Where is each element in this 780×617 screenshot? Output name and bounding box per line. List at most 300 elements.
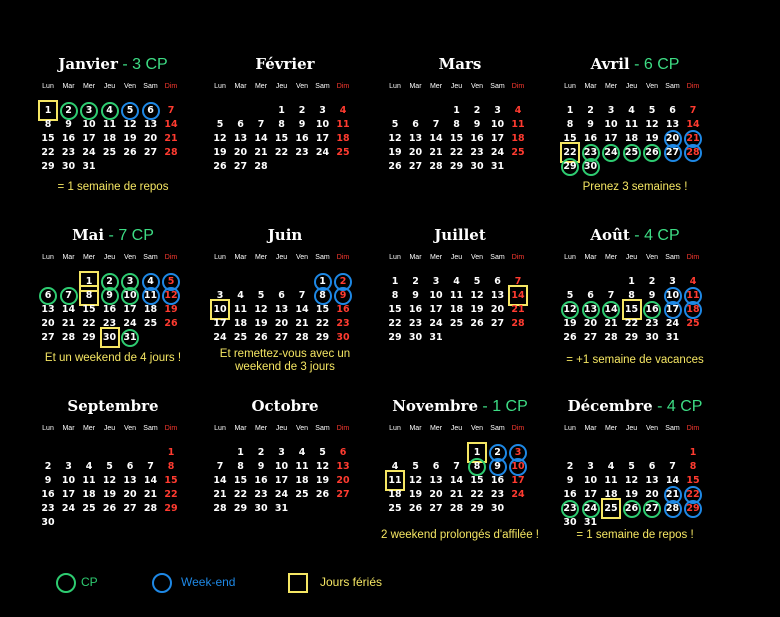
weekday-header: Ven	[470, 83, 484, 90]
calendar-day: 2	[473, 105, 481, 116]
calendar-day: 12	[164, 290, 178, 301]
month-name: Décembre	[567, 397, 653, 415]
month-caption: = 1 semaine de repos !	[576, 529, 694, 541]
weekday-header: Sam	[143, 254, 158, 261]
calendar-day: 29	[388, 332, 402, 343]
calendar-day: 30	[41, 517, 55, 528]
weekday-header: Jeu	[450, 254, 463, 261]
calendar-day: 19	[470, 304, 484, 315]
weekday-header: Lun	[389, 425, 401, 432]
calendar-day: 21	[213, 489, 227, 500]
calendar-day: 21	[686, 133, 700, 144]
weekday-header: Mer	[254, 83, 268, 90]
calendar-day: 26	[254, 332, 268, 343]
calendar-day: 15	[82, 304, 96, 315]
calendar-day: 2	[587, 105, 594, 116]
calendar-day: 3	[494, 105, 501, 116]
weekday-header: Mer	[82, 425, 96, 432]
calendar-day: 30	[490, 503, 505, 514]
weekday-header: Mar	[62, 83, 75, 90]
weekday-header: Dim	[164, 254, 178, 261]
weekday-header: Ven	[295, 254, 309, 261]
calendar-day: 23	[102, 318, 117, 329]
calendar-day: 31	[82, 161, 96, 172]
calendar-day: 6	[587, 290, 594, 301]
calendar-day: 4	[689, 276, 697, 287]
calendar-day: 11	[295, 461, 309, 472]
calendar-day: 13	[143, 119, 158, 130]
calendar-day: 3	[607, 105, 615, 116]
calendar-day: 3	[65, 461, 72, 472]
calendar-day: 7	[257, 119, 265, 130]
calendar-day: 1	[319, 276, 326, 287]
calendar-day: 13	[665, 119, 680, 130]
calendar-day: 15	[315, 304, 330, 315]
calendar-day: 30	[408, 332, 423, 343]
weekday-header: Mar	[62, 254, 75, 261]
calendar-day: 13	[490, 290, 505, 301]
calendar-day: 9	[257, 461, 265, 472]
weekday-header: Ven	[645, 83, 659, 90]
calendar-day: 10	[604, 119, 618, 130]
month-name: Novembre	[392, 397, 478, 415]
calendar-day: 7	[147, 461, 154, 472]
weekday-header: Jeu	[103, 254, 116, 261]
weekday-header: Ven	[645, 425, 659, 432]
calendar-day: 1	[689, 447, 697, 458]
month-name: Mars	[438, 55, 482, 73]
calendar-day: 23	[563, 503, 577, 514]
calendar-day: 11	[233, 304, 248, 315]
calendar-day: 10	[274, 461, 289, 472]
calendar-day: 29	[563, 161, 577, 172]
calendar-day: 17	[583, 489, 598, 500]
calendar-day: 13	[274, 304, 289, 315]
calendar-day: 9	[65, 119, 72, 130]
calendar-day: 17	[511, 475, 525, 486]
calendar-day: 23	[583, 147, 598, 158]
calendar-day: 12	[563, 304, 577, 315]
weekday-header: Mar	[234, 254, 247, 261]
calendar-day: 19	[102, 489, 117, 500]
calendar-day: 3	[432, 276, 440, 287]
calendar-day: 7	[167, 105, 175, 116]
calendar-day: 18	[511, 133, 525, 144]
calendar-day: 2	[494, 447, 501, 458]
calendar-day: 18	[604, 489, 618, 500]
month-name: Janvier	[58, 55, 118, 73]
calendar-day: 4	[514, 105, 522, 116]
month-title	[38, 55, 188, 74]
calendar-day: 27	[41, 332, 55, 343]
calendar-day: 17	[665, 304, 680, 315]
month-février	[210, 55, 360, 223]
weekday-header: Mar	[234, 425, 247, 432]
calendar-day: 29	[686, 503, 700, 514]
calendar-day: 26	[102, 503, 117, 514]
calendar-day: 15	[41, 133, 55, 144]
calendar-day: 17	[61, 489, 76, 500]
month-juin	[210, 226, 360, 394]
month-août	[560, 226, 710, 394]
calendar-day: 5	[257, 290, 265, 301]
weekday-header: Jeu	[450, 83, 463, 90]
calendar-day: 5	[319, 447, 326, 458]
calendar-day: 12	[624, 475, 639, 486]
calendar-day: 4	[453, 276, 460, 287]
calendar-day: 28	[61, 332, 76, 343]
calendar-day: 22	[686, 489, 700, 500]
calendar-day: 24	[123, 318, 137, 329]
calendar-day: 13	[429, 475, 443, 486]
calendar-day: 19	[388, 147, 402, 158]
weekday-header: Sam	[490, 254, 505, 261]
calendar-day: 14	[254, 133, 268, 144]
calendar-day: 9	[648, 290, 656, 301]
weekday-header: Jeu	[275, 425, 288, 432]
month-name: Juin	[267, 226, 303, 244]
weekday-header: Mer	[604, 254, 618, 261]
calendar-day: 5	[126, 105, 134, 116]
weekday-header: Ven	[123, 425, 137, 432]
calendar-day: 31	[274, 503, 289, 514]
weekday-header: Sam	[143, 425, 158, 432]
calendar-day: 15	[563, 133, 577, 144]
weekday-header: Sam	[665, 425, 680, 432]
calendar-day: 8	[85, 290, 93, 301]
weekday-header: Mar	[62, 425, 75, 432]
calendar-day: 8	[167, 461, 175, 472]
calendar-day: 4	[106, 105, 113, 116]
calendar-day: 23	[408, 318, 423, 329]
calendar-day: 3	[216, 290, 224, 301]
calendar-day: 17	[123, 304, 137, 315]
calendar-day: 3	[126, 276, 134, 287]
calendar-day: 14	[665, 475, 680, 486]
month-name: Juillet	[434, 226, 486, 244]
calendar-day: 19	[213, 147, 227, 158]
month-title	[38, 397, 188, 415]
calendar-day: 19	[624, 489, 639, 500]
calendar-day: 12	[254, 304, 268, 315]
calendar-day: 24	[583, 503, 598, 514]
calendar-day: 21	[449, 489, 464, 500]
calendar-day: 30	[583, 161, 598, 172]
calendar-day: 5	[473, 276, 481, 287]
weekday-header: Ven	[470, 254, 484, 261]
month-title	[210, 55, 360, 73]
calendar-day: 24	[82, 147, 96, 158]
calendar-day: 11	[686, 290, 700, 301]
calendar-day: 30	[61, 161, 76, 172]
weekday-header: Dim	[336, 254, 350, 261]
calendar-day: 26	[563, 332, 577, 343]
month-novembre	[381, 397, 539, 565]
calendar-day: 22	[233, 489, 248, 500]
calendar-day: 29	[41, 161, 55, 172]
weekend-legend-circle-icon	[152, 573, 172, 593]
calendar-day: 4	[339, 105, 347, 116]
calendar-day: 14	[143, 475, 158, 486]
calendar-day: 16	[61, 133, 76, 144]
cp-legend-circle-icon	[56, 573, 76, 593]
weekday-header: Dim	[511, 425, 525, 432]
calendar-day: 7	[514, 276, 522, 287]
calendar-day: 6	[669, 105, 676, 116]
calendar-day: 29	[233, 503, 248, 514]
calendar-day: 18	[388, 489, 402, 500]
month-title	[210, 226, 360, 244]
calendar-day: 9	[106, 290, 113, 301]
weekday-header: Mar	[409, 425, 422, 432]
calendar-day: 5	[167, 276, 175, 287]
calendar-day: 25	[143, 318, 158, 329]
calendar-day: 29	[164, 503, 178, 514]
calendar-day: 31	[429, 332, 443, 343]
weekday-header: Jeu	[625, 254, 638, 261]
weekday-header: Jeu	[275, 83, 288, 90]
calendar-day: 1	[167, 447, 175, 458]
weekday-header: Lun	[214, 254, 226, 261]
calendar-day: 28	[295, 332, 309, 343]
calendar-day: 30	[563, 517, 577, 528]
calendar-day: 7	[298, 290, 306, 301]
calendar-day: 13	[41, 304, 55, 315]
month-name: Mai	[72, 226, 105, 244]
calendar-day: 16	[295, 133, 309, 144]
calendar-day: 24	[429, 318, 443, 329]
weekday-header: Ven	[123, 83, 137, 90]
month-title	[385, 226, 535, 244]
weekday-header: Jeu	[450, 425, 463, 432]
calendar-day: 10	[490, 119, 505, 130]
calendar-day: 6	[432, 461, 440, 472]
weekday-header: Lun	[389, 254, 401, 261]
month-caption: 2 weekend prolongés d'affilée !	[381, 529, 539, 541]
weekday-header: Mar	[584, 83, 597, 90]
calendar-day: 16	[563, 489, 577, 500]
weekday-header: Lun	[214, 83, 226, 90]
calendar-day: 31	[123, 332, 137, 343]
calendar-day: 23	[470, 147, 484, 158]
month-avril	[560, 55, 710, 223]
month-décembre	[560, 397, 710, 565]
weekday-header: Mer	[82, 254, 96, 261]
month-title	[560, 55, 710, 74]
calendar-day: 29	[624, 332, 639, 343]
calendar-day: 20	[336, 475, 350, 486]
calendar-day: 1	[473, 447, 481, 458]
month-title	[385, 397, 535, 416]
calendar-day: 28	[665, 503, 680, 514]
calendar-day: 29	[449, 161, 464, 172]
calendar-day: 11	[336, 119, 350, 130]
calendar-day: 16	[583, 133, 598, 144]
month-title	[38, 226, 188, 245]
month-title	[385, 55, 535, 73]
calendar-day: 10	[315, 119, 330, 130]
calendar-day: 1	[566, 105, 574, 116]
calendar-day: 18	[449, 304, 464, 315]
calendar-day: 24	[213, 332, 227, 343]
calendar-day: 17	[604, 133, 618, 144]
calendar-day: 22	[449, 147, 464, 158]
weekday-header: Lun	[214, 425, 226, 432]
calendar-day: 7	[65, 290, 72, 301]
calendar-day: 8	[473, 461, 481, 472]
calendar-day: 13	[645, 475, 659, 486]
calendar-day: 26	[388, 161, 402, 172]
weekday-header: Dim	[511, 83, 525, 90]
calendar-day: 25	[624, 147, 639, 158]
month-septembre	[38, 397, 188, 565]
weekday-header: Ven	[123, 254, 137, 261]
calendar-day: 27	[408, 161, 423, 172]
calendar-day: 5	[628, 461, 635, 472]
calendar-day: 26	[213, 161, 227, 172]
calendar-day: 2	[298, 105, 306, 116]
weekday-header: Mer	[604, 83, 618, 90]
calendar-day: 22	[82, 318, 96, 329]
calendar-day: 10	[213, 304, 227, 315]
month-janvier	[38, 55, 188, 223]
calendar-day: 22	[388, 318, 402, 329]
calendar-day: 19	[254, 318, 268, 329]
calendar-day: 21	[254, 147, 268, 158]
holiday-legend-square-icon	[288, 573, 308, 593]
legend	[56, 573, 396, 593]
calendar-day: 16	[41, 489, 55, 500]
calendar-day: 17	[315, 133, 330, 144]
weekday-header: Mar	[584, 425, 597, 432]
calendar-day: 21	[511, 304, 525, 315]
calendar-day: 24	[665, 318, 680, 329]
calendar-day: 24	[511, 489, 525, 500]
weekday-header: Sam	[490, 83, 505, 90]
calendar-day: 25	[82, 503, 96, 514]
calendar-day: 6	[147, 105, 154, 116]
calendar-day: 21	[429, 147, 443, 158]
calendar-day: 11	[604, 475, 618, 486]
calendar-day: 16	[645, 304, 659, 315]
calendar-day: 20	[429, 489, 443, 500]
calendar-day: 17	[213, 318, 227, 329]
calendar-day: 2	[339, 276, 347, 287]
calendar-day: 2	[65, 105, 72, 116]
calendar-day: 22	[470, 489, 484, 500]
weekday-header: Lun	[564, 83, 576, 90]
calendar-day: 1	[85, 276, 93, 287]
calendar-day: 12	[102, 475, 117, 486]
calendar-day: 28	[164, 147, 178, 158]
calendar-day: 28	[429, 161, 443, 172]
calendar-day: 26	[470, 318, 484, 329]
weekday-header: Lun	[42, 254, 54, 261]
calendar-day: 13	[408, 133, 423, 144]
calendar-day: 6	[648, 461, 656, 472]
month-cp-count: - 4 CP	[652, 398, 703, 415]
calendar-day: 28	[449, 503, 464, 514]
calendar-day: 4	[298, 447, 306, 458]
calendar-day: 28	[604, 332, 618, 343]
calendar-day: 19	[315, 475, 330, 486]
calendar-day: 16	[470, 133, 484, 144]
calendar-day: 14	[449, 475, 464, 486]
calendar-day: 20	[274, 318, 289, 329]
calendar-day: 4	[85, 461, 93, 472]
weekday-header: Lun	[564, 425, 576, 432]
calendar-day: 20	[143, 133, 158, 144]
calendar-day: 20	[665, 133, 680, 144]
weekday-header: Mer	[254, 425, 268, 432]
calendar-day: 23	[41, 503, 55, 514]
calendar-day: 18	[143, 304, 158, 315]
month-caption: = +1 semaine de vacances	[566, 354, 704, 366]
calendar-day: 10	[665, 290, 680, 301]
month-caption: Et remettez-vous avec un weekend de 3 jours	[219, 348, 351, 373]
calendar-day: 7	[669, 461, 676, 472]
calendar-day: 21	[604, 318, 618, 329]
calendar-day: 14	[295, 304, 309, 315]
calendar-day: 7	[607, 290, 615, 301]
calendar-day: 3	[85, 105, 93, 116]
calendar-day: 16	[336, 304, 350, 315]
weekday-header: Jeu	[103, 425, 116, 432]
calendar-day: 30	[645, 332, 659, 343]
calendar-day: 15	[274, 133, 289, 144]
weekday-header: Mar	[584, 254, 597, 261]
calendar-day: 20	[645, 489, 659, 500]
month-title	[560, 226, 710, 245]
calendar-day: 1	[44, 105, 52, 116]
calendar-day: 28	[143, 503, 158, 514]
calendar-day: 1	[391, 276, 399, 287]
weekday-header: Dim	[336, 83, 350, 90]
calendar-day: 25	[511, 147, 525, 158]
calendar-day: 6	[412, 119, 419, 130]
calendar-day: 16	[490, 475, 505, 486]
calendar-day: 27	[274, 332, 289, 343]
calendar-day: 10	[123, 290, 137, 301]
calendar-day: 3	[669, 276, 676, 287]
calendar-day: 17	[274, 475, 289, 486]
calendar-day: 25	[233, 332, 248, 343]
weekday-header: Mer	[429, 83, 443, 90]
calendar-day: 19	[645, 133, 659, 144]
weekday-header: Ven	[470, 425, 484, 432]
calendar-day: 6	[237, 119, 244, 130]
calendar-day: 18	[233, 318, 248, 329]
calendar-day: 23	[645, 318, 659, 329]
calendar-day: 18	[624, 133, 639, 144]
calendar-day: 26	[164, 318, 178, 329]
weekday-header: Jeu	[625, 425, 638, 432]
calendar-day: 14	[686, 119, 700, 130]
calendar-day: 4	[391, 461, 399, 472]
calendar-day: 5	[391, 119, 399, 130]
calendar-day: 19	[123, 133, 137, 144]
legend-holiday-label: Jours fériés	[320, 575, 383, 589]
legend-cp-label: CP	[81, 575, 98, 589]
month-title	[210, 397, 360, 415]
calendar-day: 12	[470, 290, 484, 301]
calendar-day: 8	[237, 461, 244, 472]
weekday-header: Dim	[686, 425, 700, 432]
calendar-day: 8	[453, 119, 460, 130]
calendar-day: 15	[470, 475, 484, 486]
month-octobre	[210, 397, 360, 565]
weekday-header: Mer	[604, 425, 618, 432]
